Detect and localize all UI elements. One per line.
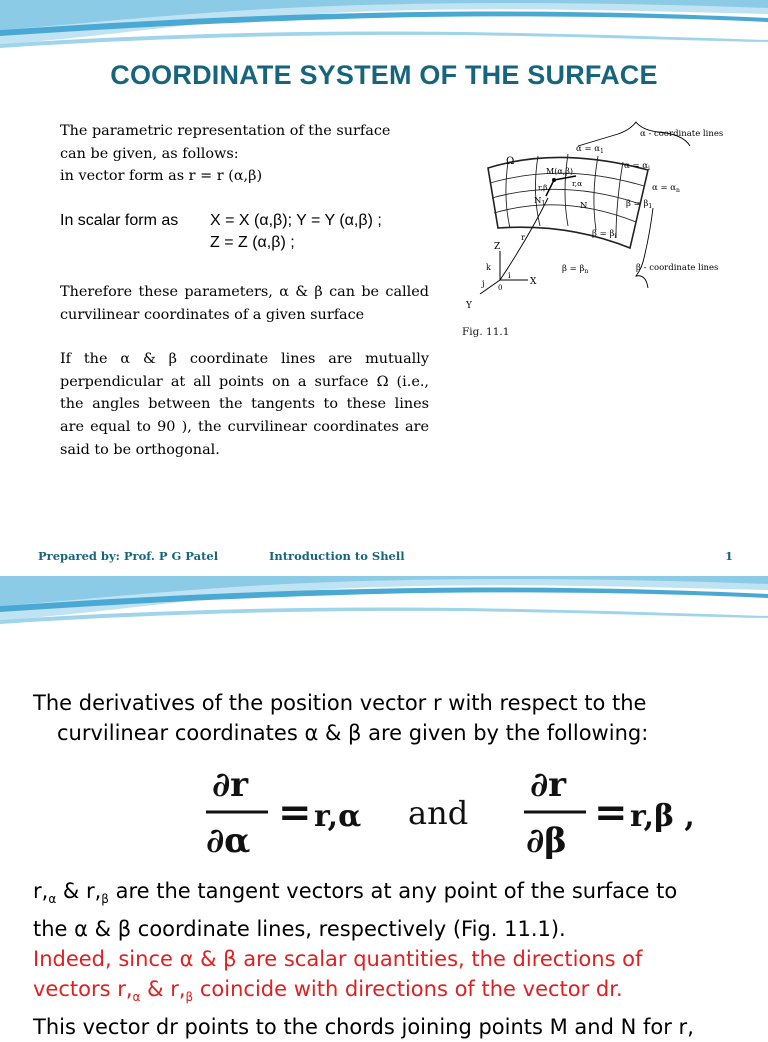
label-i: i	[508, 271, 511, 280]
chord-line: This vector dr points to the chords joining points M and N for r,	[33, 1015, 694, 1040]
alpha-grid-line	[616, 162, 623, 238]
header-swoosh	[0, 0, 768, 60]
label-alpha-n: $\alpha = \alpha_n$	[652, 183, 680, 194]
label-omega: Ω	[506, 156, 515, 167]
label-beta-1: $\beta = \beta_1$	[626, 199, 653, 210]
slide2-intro	[33, 688, 745, 748]
label-M: M(α,β)	[546, 167, 574, 176]
intro-line1: The derivatives of the position vector r with respect to the	[33, 691, 647, 715]
slide-title: COORDINATE SYSTEM OF THE SURFACE	[110, 60, 658, 90]
label-alpha-1: $\alpha = \alpha_1$	[576, 144, 604, 155]
label-N1: $N_1$	[534, 196, 546, 207]
label-alpha-lines: α - coordinate lines	[640, 129, 724, 139]
label-beta-i: $\beta = \beta_i$	[592, 229, 617, 240]
para1-line3: in vector form as r = r (α,β)	[60, 168, 263, 185]
label-r-beta: r,β	[538, 183, 548, 192]
slide-2	[0, 576, 768, 1040]
footer-author: Prepared by: Prof. P G Patel	[38, 549, 219, 563]
para1-line2: can be given, as follows:	[60, 145, 239, 162]
beta-grid-line	[494, 205, 636, 222]
eq-and: and	[408, 794, 469, 832]
red-line2: vectors $r,_\alpha$ & $r,_\beta$ coincide with directions of the vector dr.	[33, 977, 623, 1005]
label-N: N	[580, 201, 588, 211]
figure-caption: Fig. 11.1	[462, 326, 510, 338]
para3: Therefore these parameters, α & β can be called curvilinear coordinates of a given surface	[60, 283, 429, 323]
label-beta-lines: β - coordinate lines	[636, 263, 719, 273]
eq-equals-1: =	[278, 789, 312, 836]
scalar-form-line1	[60, 210, 429, 233]
eq-dr-1: ∂r	[212, 765, 249, 805]
eq-r-alpha: r,α	[314, 799, 362, 834]
intro-line2: curvilinear coordinates α & β are given by the following:	[57, 721, 649, 745]
label-alpha-i: $\alpha = \alpha_i$	[624, 161, 650, 172]
beta-lines-brace	[636, 208, 653, 288]
eq-dalpha: ∂α	[206, 821, 251, 861]
point-M	[552, 178, 556, 182]
label-r-alpha: r,α	[572, 179, 583, 188]
red-line1: Indeed, since α & β are scalar quantities, the directions of	[33, 947, 643, 972]
label-k: k	[486, 263, 491, 272]
eq-r-beta: r,β ,	[630, 799, 695, 834]
label-X: X	[530, 277, 537, 287]
footer-page-number: 1	[725, 549, 734, 563]
label-Z: Z	[494, 242, 501, 252]
footer-topic: Introduction to Shell	[269, 549, 405, 563]
label-r: r	[521, 233, 525, 242]
label-Y: Y	[466, 301, 472, 311]
eq-dr-2: ∂r	[530, 765, 567, 805]
scalar-equation-2: Z = Z (α,β) ;	[210, 234, 295, 252]
derivative-equation	[190, 756, 710, 876]
eq-dbeta: ∂β	[526, 821, 567, 861]
eq-equals-2: =	[594, 789, 628, 836]
label-o: 0	[498, 284, 503, 292]
slide1-body	[60, 120, 429, 461]
label-beta-n: $\beta = \beta_n$	[562, 264, 589, 275]
tangent-line1: $r,_\alpha$ & $r,_\beta$ are the tangent vectors at any point of the surface to	[33, 879, 678, 907]
alpha-grid-line	[506, 162, 510, 228]
slide2-body	[33, 876, 745, 1042]
scalar-equation-1: X = X (α,β); Y = Y (α,β) ;	[210, 211, 382, 229]
scalar-label: In scalar form as	[60, 211, 179, 229]
header-swoosh	[0, 576, 768, 636]
tangent-line2: the α & β coordinate lines, respectively (Fig. 11.1).	[33, 917, 566, 942]
label-j: j	[482, 279, 485, 288]
para4: If the α & β coordinate lines are mutually perpendicular at all points on a surface Ω (i.e., the angles between the tangents to these lines are equal to 90 ), the curvilinear coordinates are said to be orthogonal.	[60, 351, 429, 458]
para1-line1: The parametric representation of the surface	[60, 123, 391, 139]
surface-figure	[458, 118, 738, 343]
